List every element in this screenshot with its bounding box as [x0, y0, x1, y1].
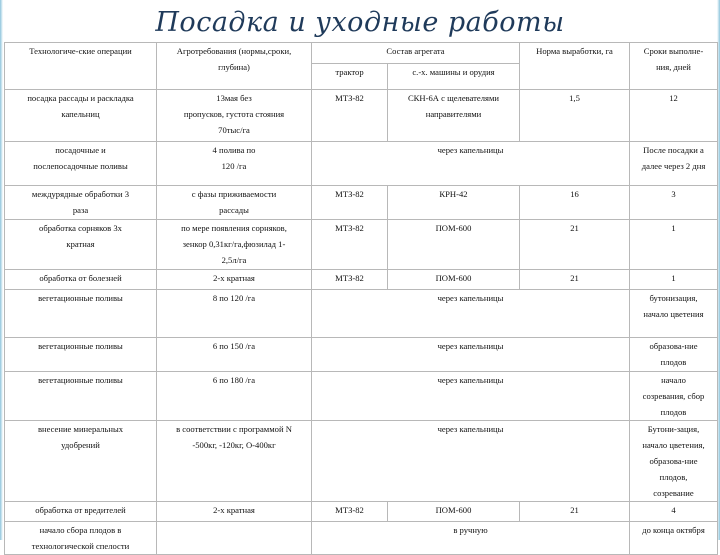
operation-cell — [5, 220, 157, 270]
agro-requirements-cell-line: с фазы приживаемости — [191, 189, 277, 199]
term-cell-line: начало цветения, — [642, 440, 705, 450]
term-cell-line: образова-ние — [649, 456, 698, 466]
header-agro: Агротребования (нормы,сроки, глубина) — [157, 43, 312, 90]
machine-cell-line: СКН-6А с щелевателями — [407, 93, 500, 103]
term-cell-line: После посадки а — [643, 145, 704, 155]
operation-cell-line: посадочные и — [55, 145, 106, 155]
agro-requirements-cell-line: 4 полива по — [212, 145, 256, 155]
operation-cell-line: кратная — [66, 239, 95, 249]
operation-cell-line: удобрений — [61, 440, 100, 450]
table-row — [5, 270, 718, 290]
term-cell-line: начало цветения — [643, 309, 704, 319]
output-norm-cell: 16 — [520, 186, 630, 220]
table-row — [5, 522, 718, 555]
term-cell — [630, 142, 718, 186]
term-cell-line: начало — [661, 375, 686, 385]
term-cell: 3 — [630, 186, 718, 220]
table-row — [5, 338, 718, 372]
agro-requirements-cell-line: в соответствии с программой N — [176, 424, 292, 434]
agro-requirements-cell-line: 13мая без — [216, 93, 252, 103]
agro-requirements-cell-line: 120 /га — [221, 161, 247, 171]
table-row — [5, 372, 718, 421]
tractor-cell: МТЗ-82 — [312, 90, 388, 142]
operation-cell-line: послепосадочные поливы — [33, 161, 128, 171]
agro-requirements-cell — [157, 421, 312, 502]
output-norm-cell: 1,5 — [520, 90, 630, 142]
header-terms: Сроки выполне- ния, дней — [630, 43, 718, 90]
operation-cell: вегетационные поливы — [5, 290, 157, 338]
machine-cell-line: направителями — [425, 109, 482, 119]
header-output-norm: Норма выработки, га — [520, 43, 630, 90]
application-method-cell: через капельницы — [312, 290, 630, 338]
term-cell: до конца октября — [630, 522, 718, 555]
operation-cell-line: начало сбора плодов в — [39, 525, 122, 535]
output-norm-cell: 21 — [520, 502, 630, 522]
agro-requirements-cell: 6 по 150 /га — [157, 338, 312, 372]
term-cell-line: созревания, сбор — [642, 391, 705, 401]
term-cell-line: плодов, — [659, 472, 688, 482]
application-method-cell: через капельницы — [312, 338, 630, 372]
agro-requirements-cell-line: -500кг, -120кг, О-400кг — [192, 440, 276, 450]
operations-table — [4, 42, 718, 555]
operation-cell: вегетационные поливы — [5, 372, 157, 421]
application-method-cell: через капельницы — [312, 421, 630, 502]
agro-requirements-cell: 6 по 180 /га — [157, 372, 312, 421]
term-cell-line: плодов — [660, 407, 687, 417]
term-cell — [630, 290, 718, 338]
operation-cell: вегетационные поливы — [5, 338, 157, 372]
term-cell — [630, 338, 718, 372]
agro-requirements-cell-line: зенкор 0,31кг/га,фюзилад 1- — [182, 239, 286, 249]
table-row — [5, 502, 718, 522]
header-machines: с.-х. машины и орудия — [388, 64, 520, 90]
table-row — [5, 186, 718, 220]
tractor-cell: МТЗ-82 — [312, 186, 388, 220]
term-cell: 1 — [630, 270, 718, 290]
tractor-cell: МТЗ-82 — [312, 502, 388, 522]
agro-requirements-cell: 8 по 120 /га — [157, 290, 312, 338]
term-cell — [630, 421, 718, 502]
term-cell: 1 — [630, 220, 718, 270]
application-method-cell: через капельницы — [312, 372, 630, 421]
agro-requirements-cell-line: пропусков, густота стояния — [183, 109, 285, 119]
operation-cell-line: междурядные обработки 3 — [31, 189, 130, 199]
header-operations: Технологиче-ские операции — [5, 43, 157, 90]
machine-cell: ПОМ-600 — [388, 502, 520, 522]
output-norm-cell: 21 — [520, 220, 630, 270]
operation-cell-line: внесение минеральных — [37, 424, 124, 434]
tractor-cell: МТЗ-82 — [312, 270, 388, 290]
operation-cell — [5, 142, 157, 186]
term-cell-line: бутонизация, — [649, 293, 698, 303]
application-method-cell: через капельницы — [312, 142, 630, 186]
table-row — [5, 421, 718, 502]
agro-requirements-cell — [157, 90, 312, 142]
agro-requirements-cell — [157, 142, 312, 186]
operation-cell — [5, 421, 157, 502]
operation-cell: обработка от болезней — [5, 270, 157, 290]
agro-requirements-cell-line: рассады — [219, 205, 249, 215]
operation-cell-line: раза — [72, 205, 89, 215]
header-unit-composition: Состав агрегата — [312, 43, 520, 64]
term-cell-line: далее через 2 дня — [641, 161, 706, 171]
operation-cell — [5, 90, 157, 142]
term-cell — [630, 372, 718, 421]
machine-cell: КРН-42 — [388, 186, 520, 220]
term-cell: 12 — [630, 90, 718, 142]
machine-cell — [388, 90, 520, 142]
tractor-cell: МТЗ-82 — [312, 220, 388, 270]
output-norm-cell: 21 — [520, 270, 630, 290]
application-method-cell: в ручную — [312, 522, 630, 555]
table-row — [5, 142, 718, 186]
agro-requirements-cell-line: 2,5л/га — [221, 255, 247, 265]
operation-cell-line: посадка рассады и раскладка — [27, 93, 134, 103]
term-cell: 4 — [630, 502, 718, 522]
term-cell-line: плодов — [660, 357, 687, 367]
agro-requirements-cell: 2-х кратная — [157, 502, 312, 522]
machine-cell: ПОМ-600 — [388, 220, 520, 270]
operation-cell-line: капельниц — [61, 109, 100, 119]
operation-cell — [5, 522, 157, 555]
machine-cell: ПОМ-600 — [388, 270, 520, 290]
left-edge-decoration — [0, 0, 3, 540]
agro-requirements-cell — [157, 220, 312, 270]
table-row — [5, 220, 718, 270]
term-cell-line: Бутони-зация, — [647, 424, 700, 434]
agro-requirements-cell-line: по мере появления сорняков, — [181, 223, 287, 233]
operation-cell — [5, 186, 157, 220]
operation-cell-line: обработка сорняков 3х — [39, 223, 122, 233]
agro-requirements-cell — [157, 522, 312, 555]
slide-title: Посадка и уходные работы — [155, 7, 565, 38]
operation-cell: обработка от вредителей — [5, 502, 157, 522]
term-cell-line: созревание — [653, 488, 694, 498]
header-row — [5, 43, 718, 64]
agro-requirements-cell — [157, 186, 312, 220]
term-cell-line: образова-ние — [649, 341, 698, 351]
agro-requirements-cell: 2-х кратная — [157, 270, 312, 290]
header-tractor: трактор — [312, 64, 388, 90]
operation-cell-line: технологической спелости — [31, 541, 130, 551]
table-row — [5, 90, 718, 142]
agro-requirements-cell-line: 70тыс/га — [218, 125, 250, 135]
table-row — [5, 290, 718, 338]
